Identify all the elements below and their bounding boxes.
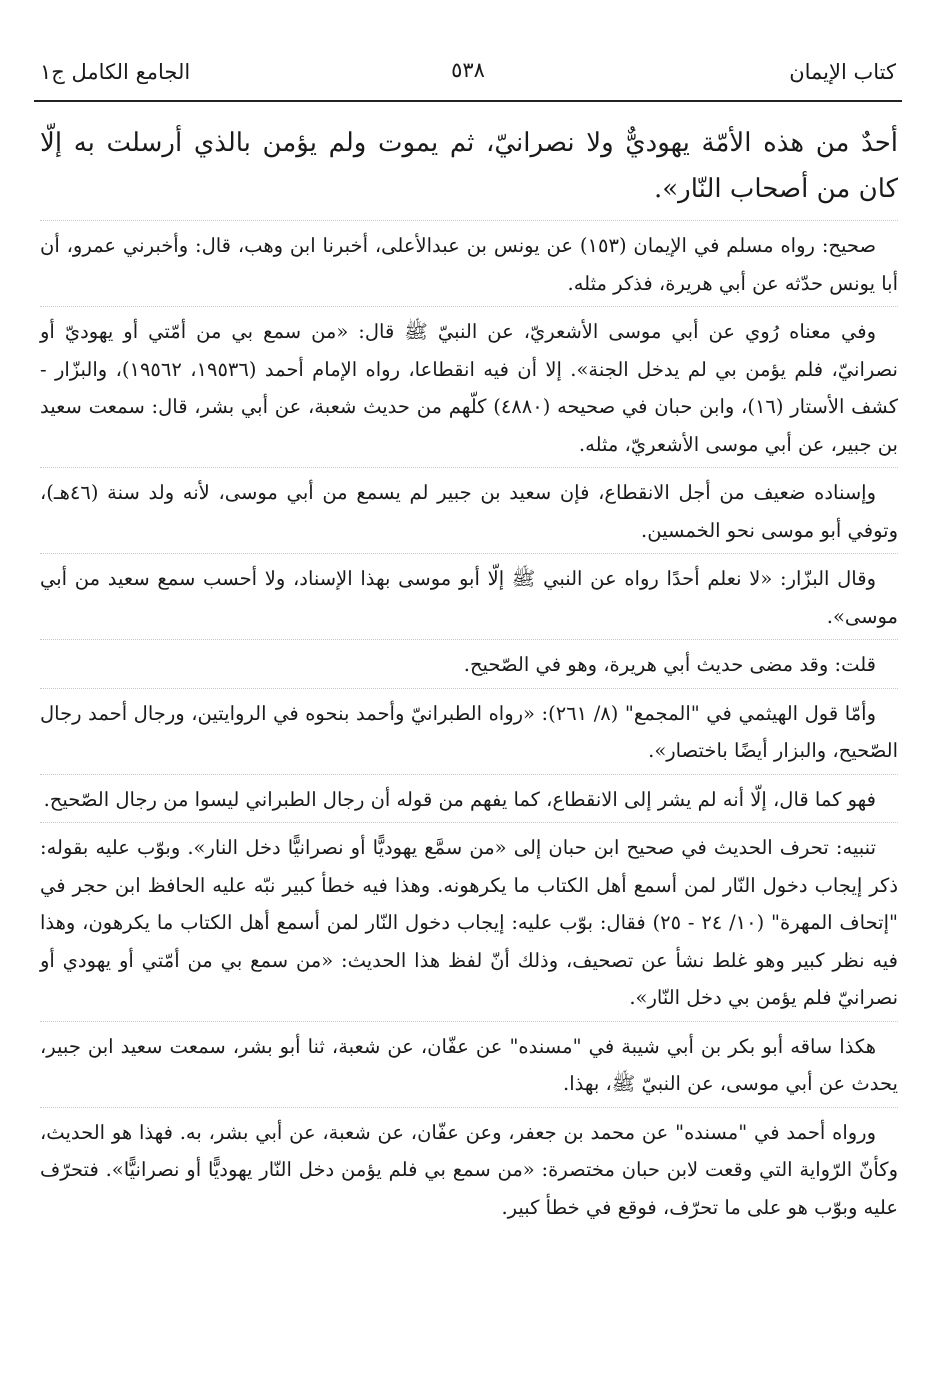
commentary-paragraph: قلت: وقد مضى حديث أبي هريرة، وهو في الصّحيح. [463, 653, 876, 676]
header-rule [34, 100, 902, 102]
running-header [40, 52, 896, 92]
paragraph-separator [40, 220, 898, 221]
commentary-paragraph: فهو كما قال، إلّا أنه لم يشر إلى الانقطاع، كما يفهم من قوله أن رجال الطبراني ليسوا من رجال الصّحيح. [43, 787, 876, 811]
paragraph-separator [40, 306, 898, 307]
paragraph-separator [40, 774, 898, 775]
takhrij-paragraph: صحيح: رواه مسلم في الإيمان (١٥٣) عن يونس بن عبدالأعلى، أخبرنا ابن وهب، قال: وأخبرني عمرو، أن أبا يونس حدّثه عن أبي هريرة، فذكر مثله. [40, 234, 898, 295]
paragraph-separator [40, 553, 898, 554]
paragraph-separator [40, 639, 898, 640]
note-paragraph: تنبيه: تحرف الحديث في صحيح ابن حبان إلى «من سمَّع يهوديًّا أو نصرانيًّا دخل النار». وبوّب عليه بقوله: ذكر إيجاب دخول النّار لمن أسمع أهل الكتاب ما يكرهونه. وهذا فيه خطأ كبير نبّه عليه الحافظ ابن حجر في "إتحاف المهرة" (١٠/ ٢٤ - ٢٥) فقال: بوّب عليه: إيجاب دخول النّار لمن أسمع أهل الكتاب ما يكرهون، وهذا فيه نظر كبير وهو غلط نشأ عن تصحيف، وذلك أنّ لفظ هذا الحديث: «من سمع بي من أمّتي أو يهودي أو نصرانيّ فلم يؤمن بي دخل النّار». [40, 836, 898, 1009]
commentary-paragraph: وإسناده ضعيف من أجل الانقطاع، فإن سعيد بن جبير لم يسمع من أبي موسى، لأنه ولد سنة (٤٦هـ)، وتوفي أبو موسى نحو الخمسين. [40, 481, 898, 542]
commentary-paragraph: ورواه أحمد في "مسنده" عن محمد بن جعفر، وعن عفّان، عن شعبة، عن أبي بشر، به. فهذا هو الحديث، وكأنّ الرّواية التي وقعت لابن حبان مختصرة: «من سمع بي فلم يؤمن دخل النّار يهوديًّا أو نصرانيًّا». فتحرّف عليه وبوّب هو على ما تحرّف، فوقع في خطأ كبير. [40, 1120, 898, 1219]
commentary-paragraph: وفي معناه رُوي عن أبي موسى الأشعريّ، عن النبيّ ﷺ قال: «من سمع بي من أمّتي أو يهوديّ أو نصرانيّ، فلم يؤمن بي لم يدخل الجنة». إلا أن فيه انقطاعا، رواه الإمام أحمد (١٩٥٣٦، ١٩٥٦٢)، والبزّار - كشف الأستار (١٦)، وابن حبان في صحيحه (٤٨٨٠) كلّهم من حديث شعبة، عن أبي بشر، قال: سمعت سعيد بن جبير، عن أبي موسى الأشعريّ، مثله. [40, 320, 898, 456]
commentary-paragraph: وأمّا قول الهيثمي في "المجمع" (٨/ ٢٦١): «رواه الطبرانيّ وأحمد بنحوه في الروايتين، ورجال أحمد رجال الصّحيح، والبزار أيضًا باختصار». [40, 701, 898, 762]
paragraph-separator [40, 822, 898, 823]
paragraph-separator [40, 1107, 898, 1108]
page-body [40, 120, 898, 1230]
commentary-paragraph: وقال البزّار: «لا نعلم أحدًا رواه عن النبي ﷺ إلّا أبو موسى بهذا الإسناد، ولا أحسب سمع سعيد من أبي موسى». [40, 567, 898, 628]
paragraph-separator [40, 1021, 898, 1022]
hadith-text: أحدٌ من هذه الأمّة يهوديٌّ ولا نصرانيّ، ثم يموت ولم يؤمن بالذي أرسلت به إلّا كان من أصحاب النّار». [40, 128, 898, 204]
commentary-paragraph: هكذا ساقه أبو بكر بن أبي شيبة في "مسنده" عن عفّان، عن شعبة، ثنا أبو بشر، سمعت سعيد ابن جبير، يحدث عن أبي موسى، عن النبيّ ﷺ، بهذا. [40, 1034, 898, 1095]
paragraph-separator [40, 467, 898, 468]
page-number: ٥٣٨ [451, 58, 485, 82]
book-title: كتاب الإيمان [789, 60, 896, 84]
volume-title: الجامع الكامل ج١ [40, 60, 191, 84]
paragraph-separator [40, 688, 898, 689]
